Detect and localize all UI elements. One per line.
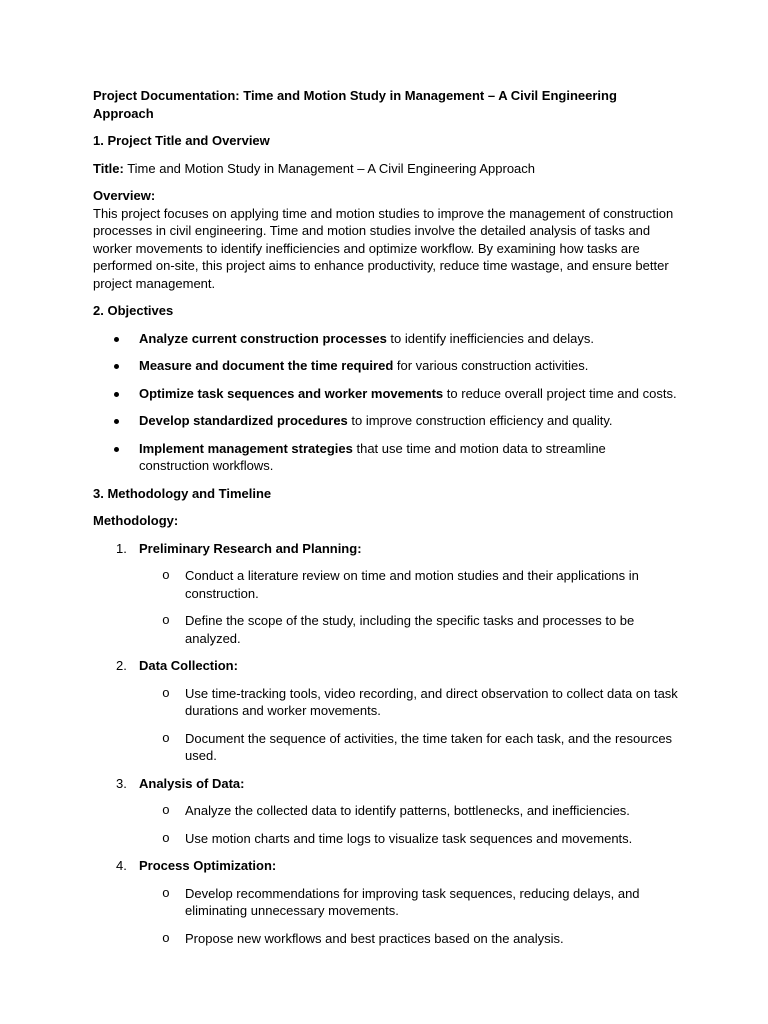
- step-title: Data Collection:: [139, 658, 238, 673]
- sub-item: [139, 730, 678, 765]
- objectives-list: [93, 330, 678, 475]
- objective-bold: Optimize task sequences and worker movements: [139, 385, 444, 401]
- sub-item-text: Analyze the collected data to identify patterns, bottlenecks, and inefficiencies.: [185, 803, 630, 818]
- sub-item-text: Propose new workflows and best practices based on the analysis.: [185, 930, 564, 946]
- step-title: Process Optimization:: [139, 858, 277, 873]
- sub-item: [139, 830, 678, 848]
- methodology-step: [93, 857, 678, 947]
- objective-text: to identify inefficiencies and delays.: [386, 330, 594, 346]
- sub-item-text: Use time-tracking tools, video recording, and direct observation to collect data on task durations and worker movements.: [185, 685, 678, 718]
- sub-item: [139, 930, 678, 948]
- objective-item: [93, 330, 678, 348]
- title-value: Time and Motion Study in Management – A Civil Engineering Approach: [123, 160, 536, 176]
- circle-bullet-icon: o: [162, 568, 170, 583]
- methodology-step: [93, 657, 678, 765]
- bullet-icon: [114, 364, 119, 369]
- objective-text: that use time and motion data to streamline construction workflows.: [139, 440, 606, 473]
- methodology-step: [93, 775, 678, 848]
- step-title: Preliminary Research and Planning:: [139, 540, 362, 556]
- document-body: [93, 87, 678, 957]
- sub-item: [139, 802, 678, 820]
- circle-bullet-icon: o: [162, 803, 170, 818]
- project-title-line: [93, 160, 678, 178]
- document-title: Project Documentation: Time and Motion Study in Management – A Civil Engineering Approach: [93, 88, 617, 121]
- sub-item-text: Document the sequence of activities, the time taken for each task, and the resources used.: [185, 730, 673, 763]
- sub-item: [139, 685, 678, 720]
- step-sub-list: [139, 802, 678, 847]
- section-3-heading: 3. Methodology and Timeline: [93, 485, 272, 501]
- objective-bold: Analyze current construction processes: [139, 330, 387, 346]
- circle-bullet-icon: o: [162, 885, 170, 901]
- step-title: Analysis of Data:: [139, 775, 245, 791]
- bullet-icon: [114, 447, 119, 452]
- sub-item-text: Conduct a literature review on time and motion studies and their applications in construction.: [185, 568, 639, 601]
- sub-item-text: Use motion charts and time logs to visualize task sequences and movements.: [185, 830, 633, 846]
- objective-item: [93, 412, 678, 430]
- sub-item-text: Define the scope of the study, including the specific tasks and processes to be analyzed.: [185, 613, 635, 646]
- sub-item: [139, 567, 678, 602]
- bullet-icon: [114, 392, 119, 397]
- section-1-heading: 1. Project Title and Overview: [93, 133, 270, 148]
- objective-text: to reduce overall project time and costs.: [443, 385, 677, 401]
- step-number: 4.: [116, 858, 127, 873]
- circle-bullet-icon: o: [162, 830, 170, 846]
- bullet-icon: [114, 419, 119, 424]
- sub-item: [139, 885, 678, 920]
- objective-text: to improve construction efficiency and quality.: [347, 413, 613, 428]
- objective-text: for various construction activities.: [393, 358, 589, 373]
- sub-item: [139, 612, 678, 647]
- circle-bullet-icon: o: [162, 930, 170, 946]
- step-number: 3.: [116, 775, 127, 791]
- objective-bold: Measure and document the time required: [139, 358, 394, 373]
- objective-item: [93, 440, 678, 475]
- objective-bold: Implement management strategies: [139, 440, 353, 456]
- step-sub-list: [139, 567, 678, 647]
- overview-text: This project focuses on applying time and motion studies to improve the management of construction processes in civil engineering. Time and motion studies involve the detailed analysis of tasks and worker movements to identify inefficiencies and optimize workflow. By examining how tasks are performed on-site, this project aims to enhance productivity, reduce time wastage, and ensure better project management.: [93, 205, 674, 291]
- objective-item: [93, 357, 678, 375]
- overview-label: Overview:: [93, 188, 156, 203]
- section-2-heading: 2. Objectives: [93, 303, 174, 318]
- circle-bullet-icon: o: [162, 613, 170, 628]
- step-sub-list: [139, 885, 678, 948]
- methodology-step: [93, 540, 678, 648]
- circle-bullet-icon: o: [162, 730, 170, 746]
- step-sub-list: [139, 685, 678, 765]
- sub-item-text: Develop recommendations for improving task sequences, reducing delays, and eliminating unnecessary movements.: [185, 885, 640, 918]
- step-number: 2.: [116, 658, 127, 673]
- bullet-icon: [114, 337, 119, 342]
- methodology-label: Methodology:: [93, 513, 179, 528]
- methodology-steps: [93, 540, 678, 948]
- circle-bullet-icon: o: [162, 685, 170, 701]
- step-number: 1.: [116, 540, 127, 556]
- objective-bold: Develop standardized procedures: [139, 413, 348, 428]
- objective-item: [93, 385, 678, 403]
- title-label: Title:: [93, 160, 124, 176]
